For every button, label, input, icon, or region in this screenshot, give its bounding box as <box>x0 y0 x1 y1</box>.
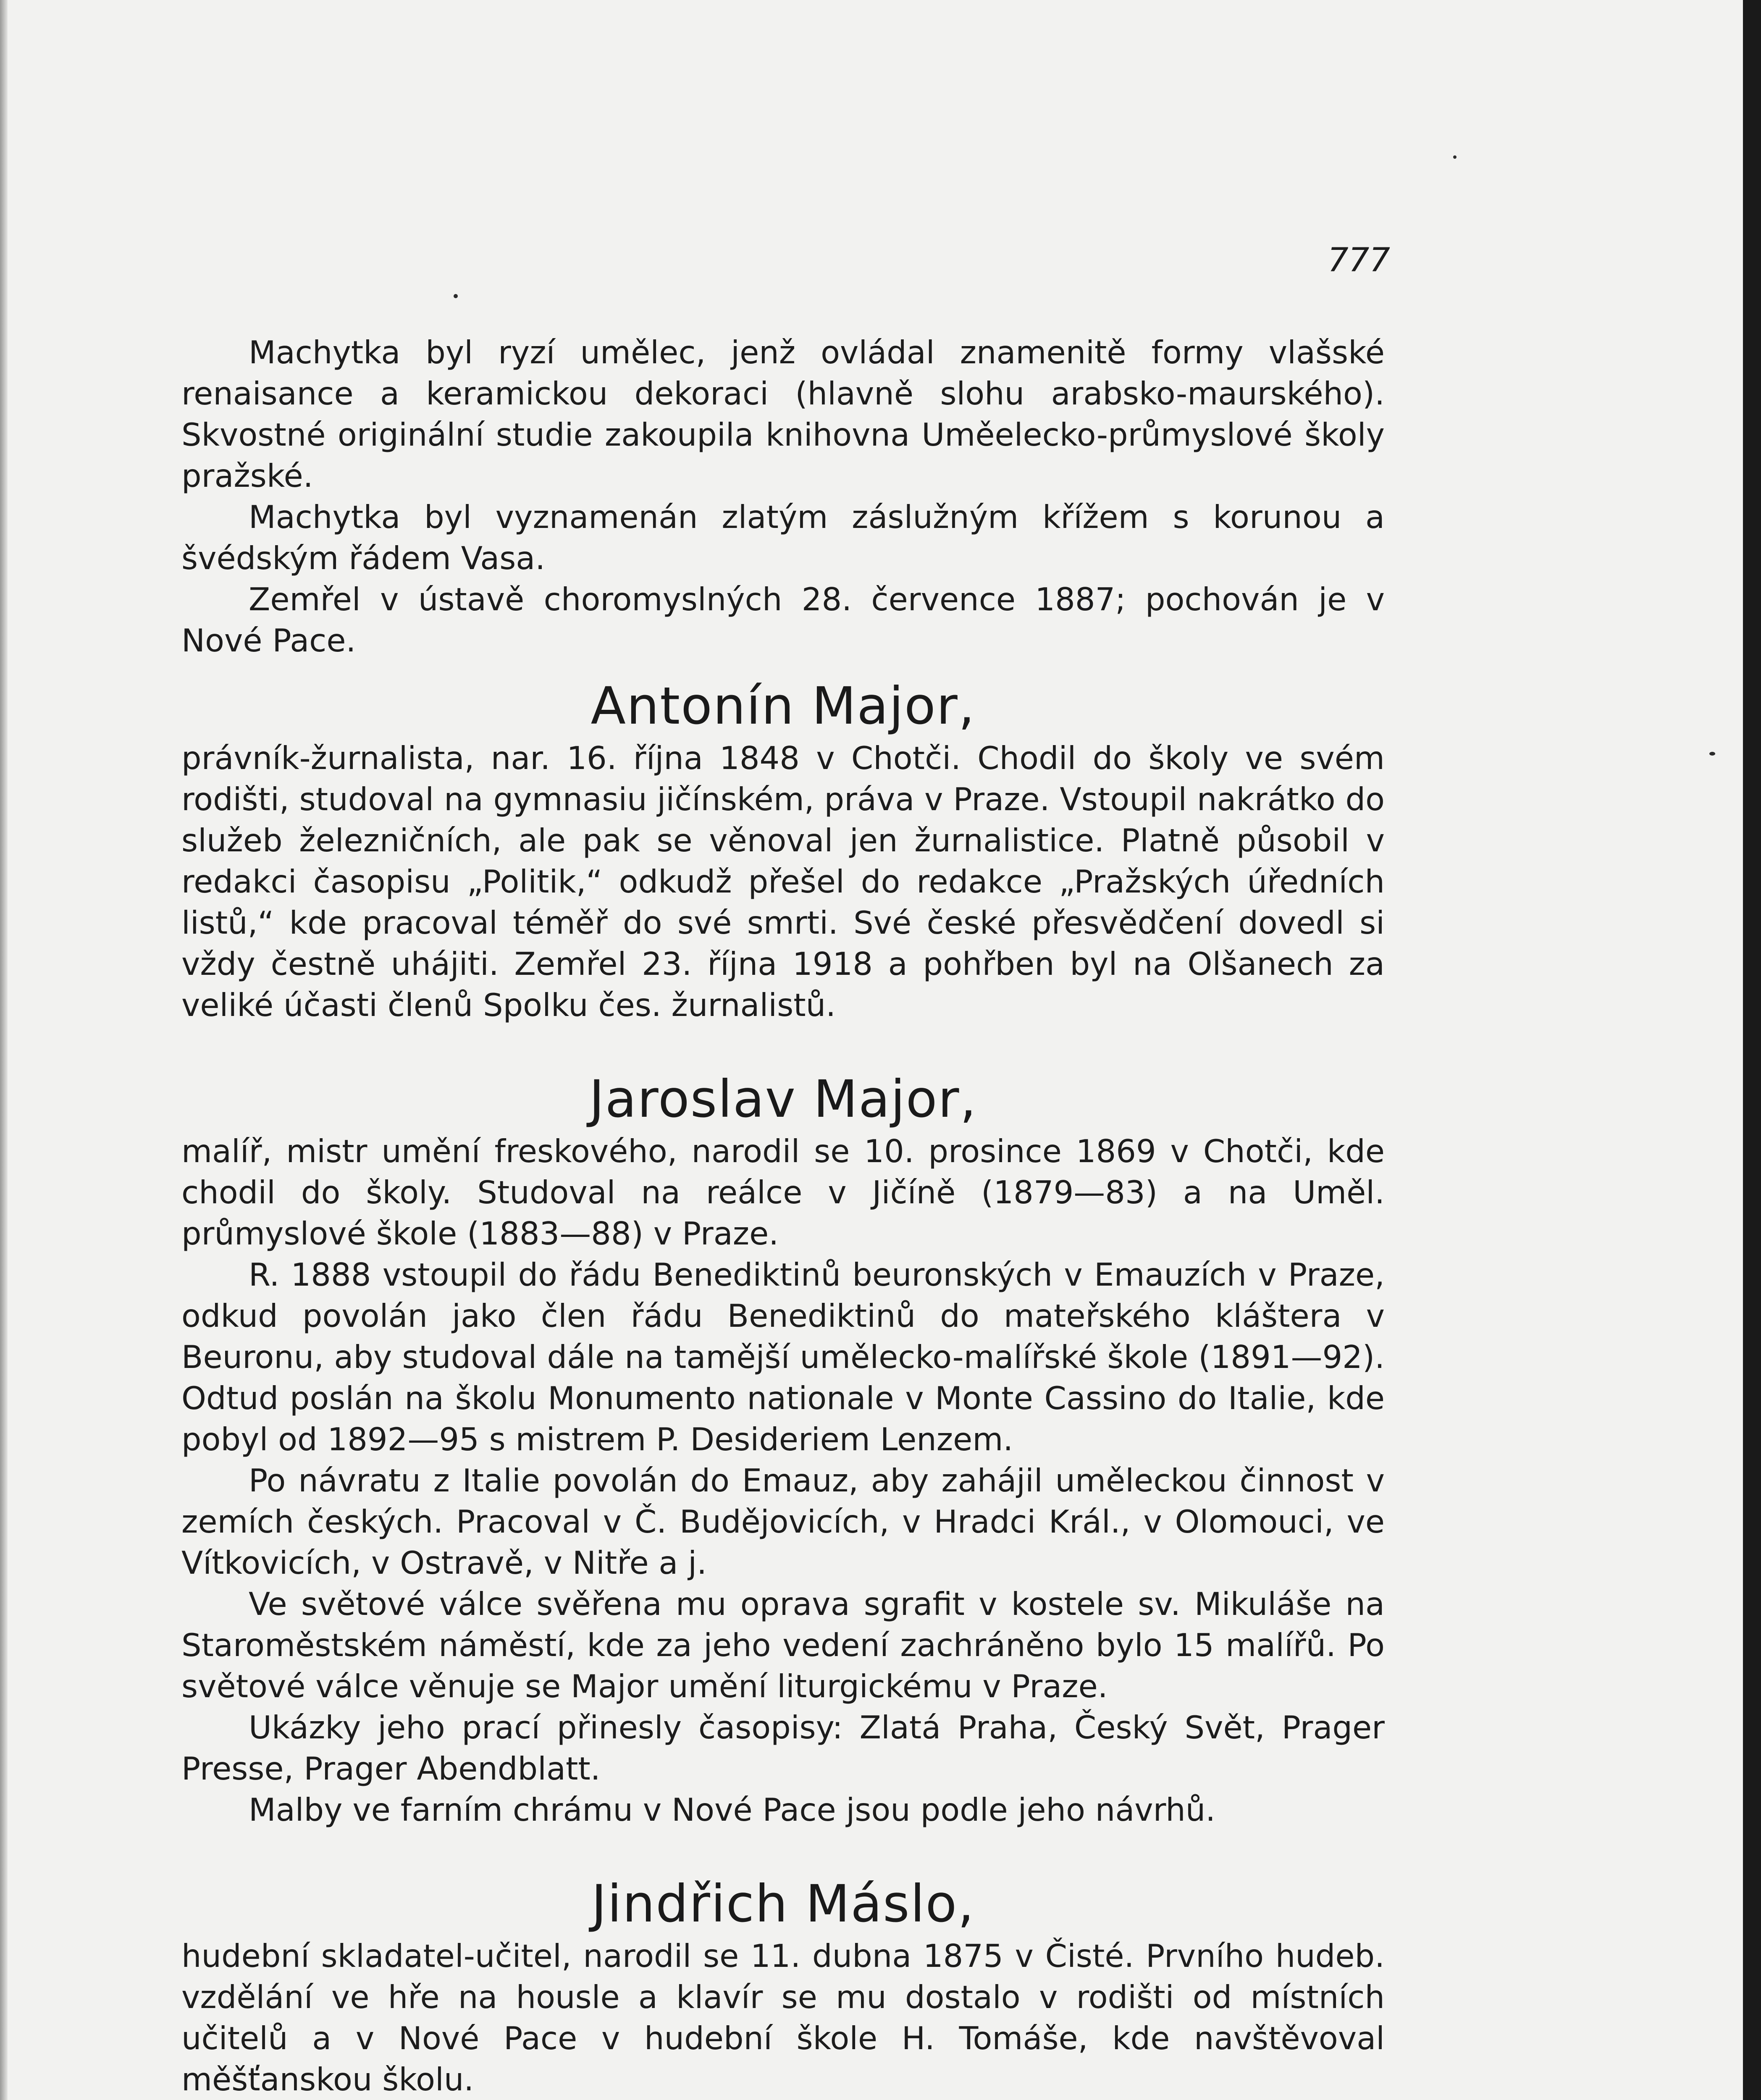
paragraph: Machytka byl vyznamenán zlatým záslužným křížem s korunou a švédským řádem Vasa. <box>181 499 1385 577</box>
paragraph: hudební skladatel-učitel, narodil se 11. dubna 1875 v Čisté. Prvního hudeb. vzdělání ve hře na housle a klavír se mu dostalo v rodišti od místních učitelů a v Nové Pace v hudební škole H. Tomáše, kde navštěvoval měšťanskou školu. <box>181 1937 1385 2098</box>
page-content <box>181 332 1385 2100</box>
paragraph: právník-žurnalista, nar. 16. října 1848 v Chotči. Chodil do školy ve svém rodišti, studoval na gymnasiu jičínském, práva v Praze. Vstoupil nakrátko do služeb železničních, ale pak se věnoval jen žurnalistice. Platně působil v redakci časopisu „Politik,“ odkudž přešel do redakce „Pražských úředních listů,“ kde pracoval téměř do své smrti. Své české přesvědčení dovedl si vždy čestně uhájiti. Zemřel 23. října 1918 a pohřben byl na Olšanech za veliké účasti členů Spolku čes. žurnalistů. <box>181 740 1385 1024</box>
scan-edge <box>0 0 8 2100</box>
paragraph: Machytka byl ryzí umělec, jenž ovládal znamenitě formy vlašské renaisance a keramickou dekoraci (hlavně slohu arabsko-maurského). Skvostné originální studie zakoupila knihovna Uměelecko-průmyslové školy pražské. <box>181 334 1385 494</box>
paragraph: Ve světové válce svěřena mu oprava sgrafit v kostele sv. Mikuláše na Staroměstském náměstí, kde za jeho vedení zachráněno bylo 15 malířů. Po světové válce věnuje se Major umění liturgickému v Praze. <box>181 1586 1385 1705</box>
section-heading: Jindřich Máslo, <box>591 1874 975 1934</box>
section-heading: Antonín Major, <box>590 676 976 736</box>
section-jaroslav-major <box>181 1068 1385 1830</box>
scan-speck <box>1709 752 1715 756</box>
paragraph: Ukázky jeho prací přinesly časopisy: Zlatá Praha, Český Svět, Prager Presse, Prager Abendblatt. <box>181 1709 1385 1787</box>
section-jindrich-maslo <box>181 1872 1385 2100</box>
intro-block <box>181 332 1385 661</box>
paragraph: R. 1888 vstoupil do řádu Benediktinů beuronských v Emauzích v Praze, odkud povolán jako člen řádu Benediktinů do mateřského kláštera v Beuronu, aby studoval dále na tamější umělecko-malířské škole (1891—92). Odtud poslán na školu Monumento nationale v Monte Cassino do Italie, kde pobyl od 1892—95 s mistrem P. Desideriem Lenzem. <box>181 1256 1385 1458</box>
paragraph: Malby ve farním chrámu v Nové Pace jsou podle jeho návrhů. <box>249 1791 1216 1828</box>
scan-speck <box>1453 155 1457 159</box>
page-number: 777 <box>1328 242 1390 279</box>
paragraph: malíř, mistr umění freskového, narodil se 10. prosince 1869 v Chotči, kde chodil do školy. Studoval na reálce v Jičíně (1879—83) a na Uměl. průmyslové škole (1883—88) v Praze. <box>181 1133 1385 1252</box>
scan-speck <box>454 294 458 298</box>
section-heading: Jaroslav Major, <box>589 1069 977 1129</box>
paragraph: Zemřel v ústavě choromyslných 28. července 1887; pochován je v Nové Pace. <box>181 581 1385 659</box>
section-antonin-major <box>181 675 1385 1026</box>
paragraph: Po návratu z Italie povolán do Emauz, aby zahájil uměleckou činnost v zemích českých. Pracoval v Č. Budějovicích, v Hradci Král., v Olomouci, ve Vítkovicích, v Ostravě, v Nitře a j. <box>181 1462 1385 1581</box>
